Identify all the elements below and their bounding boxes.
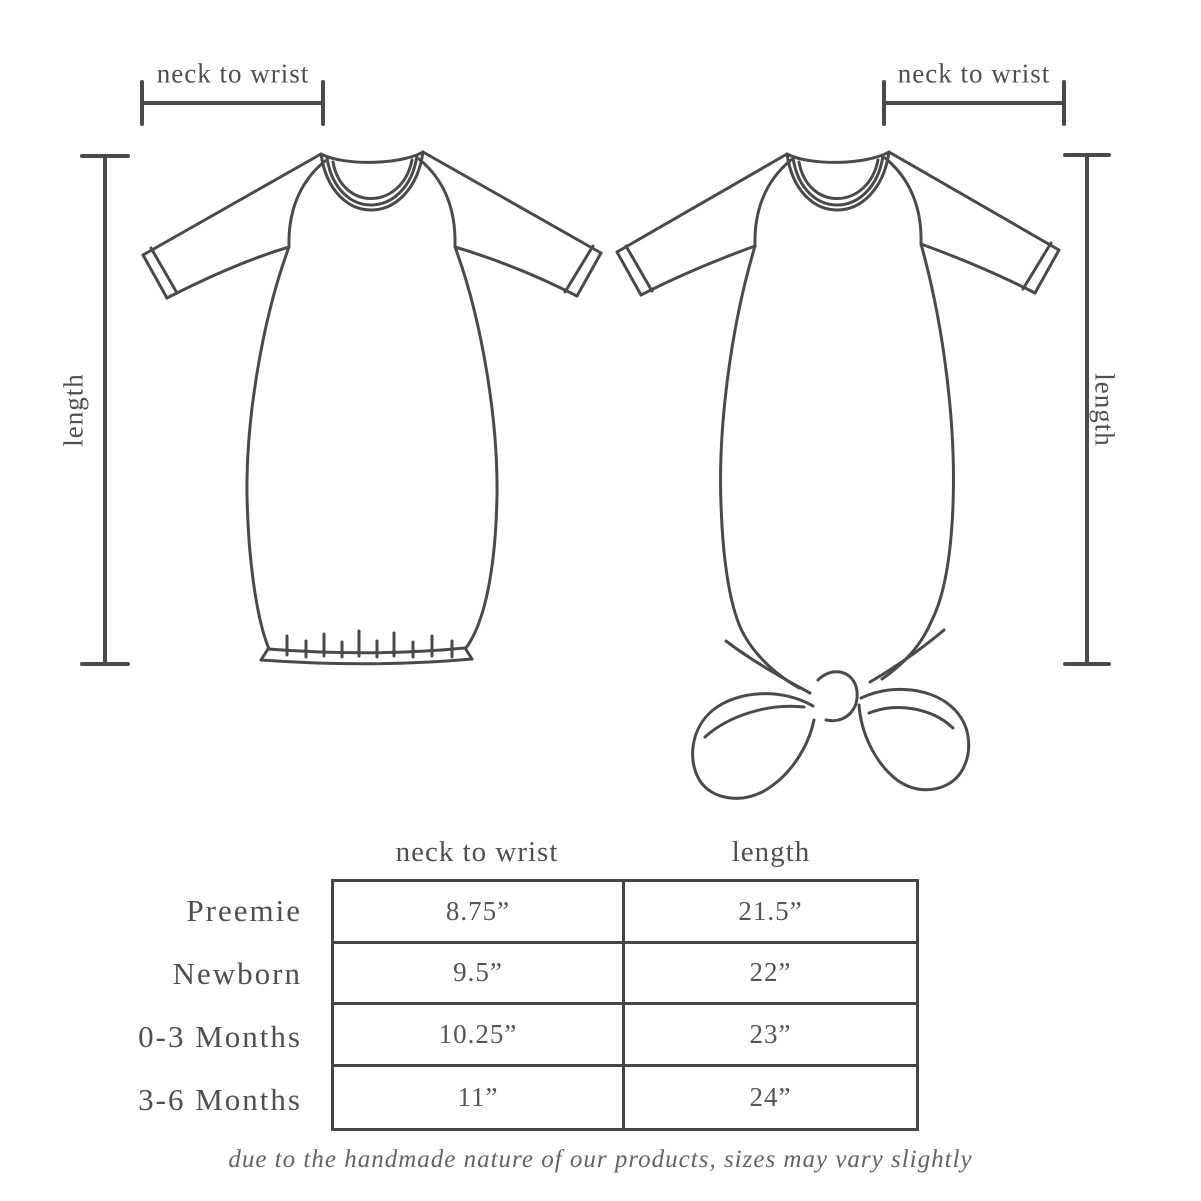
cell-0-3-months-neck-to-wrist: 10.25” [334,1005,625,1067]
length-label-right: length [1089,373,1120,447]
row-label-preemie: Preemie [186,893,302,928]
column-header-neck-to-wrist: neck to wrist [395,836,559,868]
gown-drawing-knotted [617,152,1059,798]
cell-preemie-length: 21.5” [625,882,916,944]
neck-to-wrist-label-right: neck to wrist [897,58,1051,89]
neck-to-wrist-label-left: neck to wrist [156,58,310,89]
row-label-newborn: Newborn [172,956,302,991]
cell-preemie-neck-to-wrist: 8.75” [334,882,625,944]
cell-0-3-months-length: 23” [625,1005,916,1067]
gown-drawing-left [143,152,601,664]
cell-3-6-months-length: 24” [749,1081,792,1112]
knot-curl [818,672,857,721]
handmade-disclaimer: due to the handmade nature of our products, sizes may vary slightly [228,1146,973,1173]
row-label-0-3-months: 0-3 Months [138,1019,302,1054]
size-values-table [331,879,919,1131]
column-header-length: length [731,836,811,868]
size-row-labels [90,879,302,1131]
row-label-3-6-months: 3-6 Months [138,1082,302,1117]
cell-3-6-months-neck-to-wrist: 11” [334,1067,625,1129]
cell-newborn-length: 22” [625,944,916,1006]
cell-newborn-neck-to-wrist: 9.5” [334,944,625,1006]
length-label-left: length [58,373,89,447]
